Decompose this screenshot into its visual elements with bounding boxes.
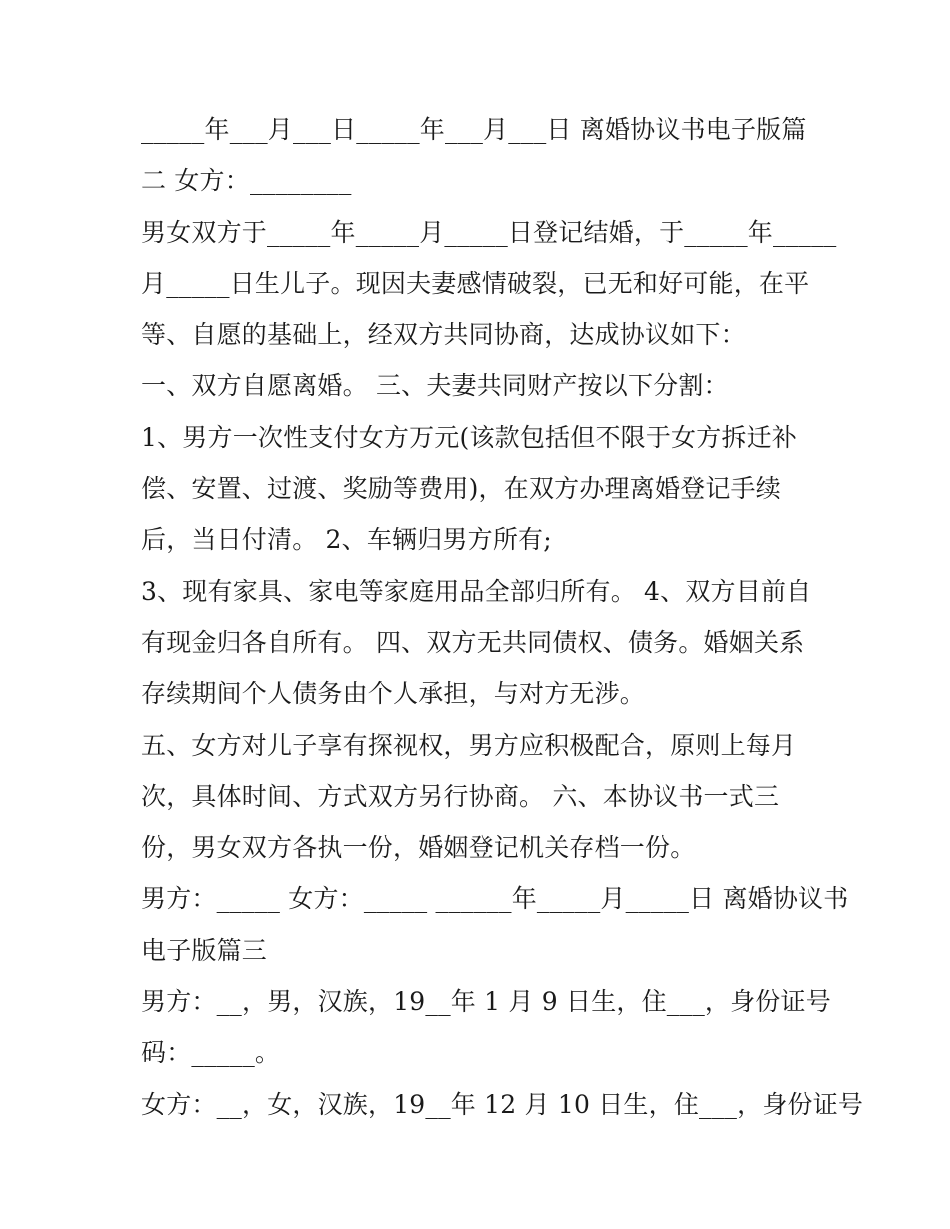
text-line: _____年___月___日_____年___月___日 离婚协议书电子版篇 [141,115,807,144]
text-line: 1、男方一次性支付女方万元(该款包括但不限于女方拆迁补 [141,422,798,452]
text-line: 女方：__，女，汉族，19__年 12 月 10 日生，住___，身份证号 [141,1089,864,1119]
text-line: 五、女方对儿子享有探视权，男方应积极配合，原则上每月 [141,730,797,760]
text-line: 月_____日生儿子。现因夫妻感情破裂，已无和好可能，在平 [141,268,810,298]
text-line: 电子版篇三 [141,935,268,965]
text-line: 男女双方于_____年_____月_____日登记结婚，于_____年_____ [141,217,837,247]
text-line: 一、双方自愿离婚。 三、夫妻共同财产按以下分割： [141,371,729,401]
text-line: 有现金归各自所有。 四、双方无共同债权、债务。婚姻关系 [141,627,805,657]
text-line: 二 女方：________ [141,166,352,196]
text-line: 次，具体时间、方式双方另行协商。 六、本协议书一式三 [141,781,780,811]
text-line: 码：_____。 [141,1038,281,1068]
text-line: 3、现有家具、家电等家庭用品全部归所有。 4、双方目前自 [141,576,812,606]
text-line: 份，男女双方各执一份，婚姻登记机关存档一份。 [141,833,696,863]
text-line: 等、自愿的基础上，经双方共同协商，达成协议如下： [141,320,746,350]
text-line: 存续期间个人债务由个人承担，与对方无涉。 [141,679,646,709]
text-line: 后，当日付清。 2、车辆归男方所有; [141,525,552,555]
text-line: 男方：_____ 女方：_____ ______年_____月_____日 离婚协议书 [141,884,849,914]
document-body [141,104,864,1130]
text-line: 男方：__，男，汉族，19__年 1 月 9 日生，住___，身份证号 [141,987,831,1017]
text-line: 偿、安置、过渡、奖励等费用)，在双方办理离婚登记手续 [141,474,781,504]
